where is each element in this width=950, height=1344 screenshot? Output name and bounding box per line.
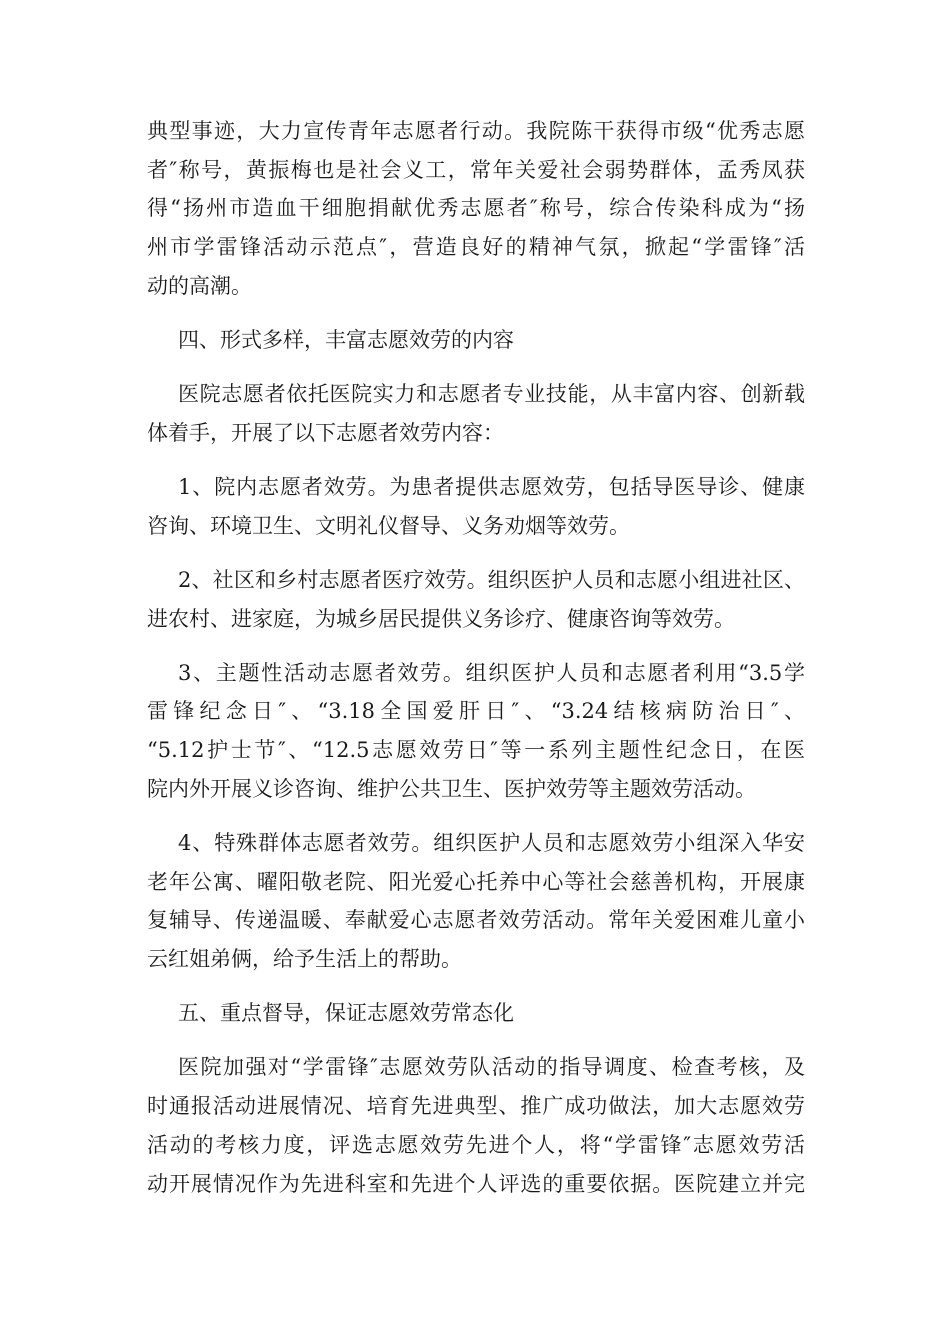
text-line: 时通报活动进展情况、培育先进典型、推广成功做法，加大志愿效劳 xyxy=(147,1094,805,1119)
text-line: 4、特殊群体志愿者效劳。组织医护人员和志愿效劳小组深入华安 xyxy=(178,831,805,855)
text-line: 五、重点督导，保证志愿效劳常态化 xyxy=(178,1001,514,1026)
text-line: 1、院内志愿者效劳。为患者提供志愿效劳，包括导医导诊、健康 xyxy=(178,475,805,499)
text-line: 州市学雷锋活动示范点″，营造良好的精神气氛，掀起“学雷锋″活 xyxy=(147,235,805,260)
text-line: 老年公寓、曜阳敬老院、阳光爱心托养中心等社会慈善机构，开展康 xyxy=(147,869,805,894)
text-line: 者″称号，黄振梅也是社会义工，常年关爱社会弱势群体，孟秀凤获 xyxy=(147,157,805,182)
text-line: 典型事迹，大力宣传青年志愿者行动。我院陈干获得市级“优秀志愿 xyxy=(147,119,805,143)
paragraph xyxy=(147,561,805,638)
text-line: “5.12护士节″、“12.5志愿效劳日″等一系列主题性纪念日，在医 xyxy=(147,738,805,763)
paragraph xyxy=(147,468,805,545)
text-line: 院内外开展义诊咨询、维护公共卫生、医护效劳等主题效劳活动。 xyxy=(147,776,756,801)
paragraph xyxy=(147,654,805,809)
text-line: 活动的考核力度，评选志愿效劳先进个人，将“学雷锋″志愿效劳活 xyxy=(147,1132,805,1157)
section-heading xyxy=(147,994,805,1033)
paragraph xyxy=(147,112,805,305)
text-line: 动的高潮。 xyxy=(147,273,252,298)
text-line: 动开展情况作为先进科室和先进个人评选的重要依据。医院建立并完 xyxy=(147,1171,805,1196)
document-body xyxy=(147,112,805,1219)
text-line: 3、主题性活动志愿者效劳。组织医护人员和志愿者利用“3.5学 xyxy=(178,660,805,685)
text-line: 得“扬州市造血干细胞捐献优秀志愿者″称号，综合传染科成为“扬 xyxy=(147,196,805,221)
text-line: 2、社区和乡村志愿者医疗效劳。组织医护人员和志愿小组进社区、 xyxy=(178,567,805,592)
text-line: 雷锋纪念日″、“3.18全国爱肝日″、“3.24结核病防治日″、 xyxy=(147,699,805,724)
text-line: 云红姐弟俩，给予生活上的帮助。 xyxy=(147,947,462,972)
section-heading xyxy=(147,321,805,360)
paragraph xyxy=(147,1048,805,1203)
text-line: 医院加强对“学雷锋″志愿效劳队活动的指导调度、检查考核，及 xyxy=(178,1055,805,1080)
paragraph xyxy=(147,824,805,979)
text-line: 医院志愿者依托医院实力和志愿者专业技能，从丰富内容、创新载 xyxy=(178,382,805,407)
text-line: 咨询、环境卫生、文明礼仪督导、义务劝烟等效劳。 xyxy=(147,513,630,538)
text-line: 进农村、进家庭，为城乡居民提供义务诊疗、健康咨询等效劳。 xyxy=(147,606,735,631)
text-line: 体着手，开展了以下志愿者效劳内容： xyxy=(147,420,504,445)
text-line: 四、形式多样，丰富志愿效劳的内容 xyxy=(178,327,514,352)
paragraph xyxy=(147,375,805,452)
text-line: 复辅导、传递温暖、奉献爱心志愿者效劳活动。常年关爱困难儿童小 xyxy=(147,908,805,933)
